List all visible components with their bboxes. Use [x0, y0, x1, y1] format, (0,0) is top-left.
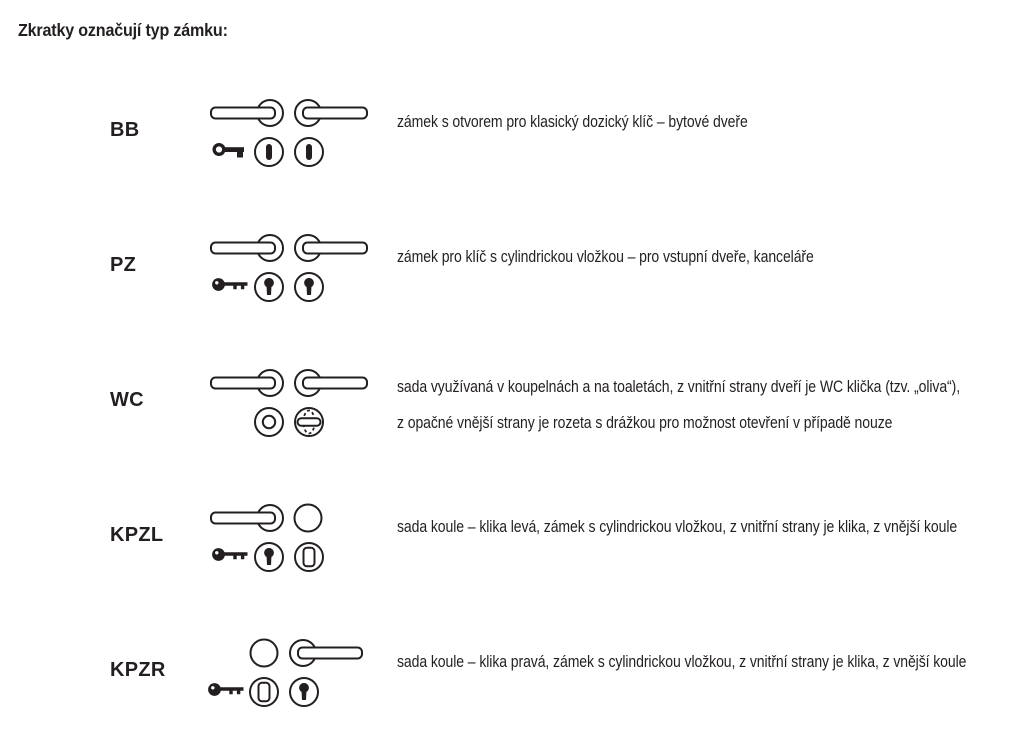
- cylinder-key-icon: [212, 548, 247, 561]
- lever-handle-left-icon: [211, 100, 283, 126]
- row-bb: [0, 98, 1011, 178]
- description-line: zámek s otvorem pro klasický dozický klíč – bytové dveře: [397, 113, 748, 131]
- description-line: sada využívaná v koupelnách a na toaletách, z vnitřní strany dveří je WC klička (tzv. „oliva“),: [397, 378, 961, 396]
- row-wc: [0, 368, 1011, 448]
- cylinder-key-icon: [208, 683, 243, 696]
- lever-handle-right-icon: [295, 100, 367, 126]
- cylinder-key-icon: [212, 278, 247, 291]
- description-line: sada koule – klika pravá, zámek s cylindrickou vložkou, z vnitřní strany je klika, z vnější koule: [397, 653, 967, 671]
- cylinder-keyhole-rosette-icon: [295, 273, 323, 301]
- thumbturn-rosette-icon: [250, 678, 278, 706]
- cylinder-keyhole-rosette-icon: [255, 273, 283, 301]
- lock-code: WC: [110, 389, 144, 411]
- knob-icon: [251, 640, 278, 667]
- classic-keyhole-rosette-icon: [295, 138, 323, 166]
- lock-code: BB: [110, 119, 140, 141]
- lever-handle-right-icon: [295, 370, 367, 396]
- lever-handle-right-icon: [295, 235, 367, 261]
- lock-code: PZ: [110, 254, 137, 276]
- lock-description: [397, 248, 814, 267]
- lock-description: [397, 518, 957, 537]
- row-pz: [0, 233, 1011, 313]
- lock-icon-set-kpzr: [202, 638, 377, 714]
- description-line: z opačné vnější strany je rozeta s drážkou pro možnost otevření v případě nouze: [397, 414, 893, 432]
- lever-handle-left-icon: [211, 370, 283, 396]
- thumbturn-rosette-icon: [295, 543, 323, 571]
- wc-thumbturn-rosette-icon: [295, 408, 323, 436]
- lock-code: KPZL: [110, 524, 164, 546]
- row-kpzl: [0, 503, 1011, 583]
- classic-keyhole-rosette-icon: [255, 138, 283, 166]
- page-title: Zkratky označují typ zámku:: [18, 20, 228, 40]
- classic-key-icon: [214, 145, 244, 158]
- lock-icon-set-pz: [202, 233, 377, 309]
- lock-icon-set-wc: [202, 368, 377, 444]
- lock-icon-set-kpzl: [202, 503, 377, 579]
- lock-description: [397, 369, 960, 441]
- knob-icon: [295, 505, 322, 532]
- cylinder-keyhole-rosette-icon: [290, 678, 318, 706]
- lever-handle-left-icon: [211, 505, 283, 531]
- lock-icon-set-bb: [202, 98, 377, 174]
- lock-description: [397, 653, 966, 672]
- grooved-rosette-icon: [255, 408, 283, 436]
- description-line: sada koule – klika levá, zámek s cylindrickou vložkou, z vnitřní strany je klika, z vnější koule: [397, 518, 958, 536]
- lock-code: KPZR: [110, 659, 166, 681]
- lever-handle-right-icon: [290, 640, 362, 666]
- cylinder-keyhole-rosette-icon: [255, 543, 283, 571]
- row-kpzr: [0, 638, 1011, 718]
- lever-handle-left-icon: [211, 235, 283, 261]
- lock-description: [397, 113, 748, 132]
- description-line: zámek pro klíč s cylindrickou vložkou – pro vstupní dveře, kanceláře: [397, 248, 814, 266]
